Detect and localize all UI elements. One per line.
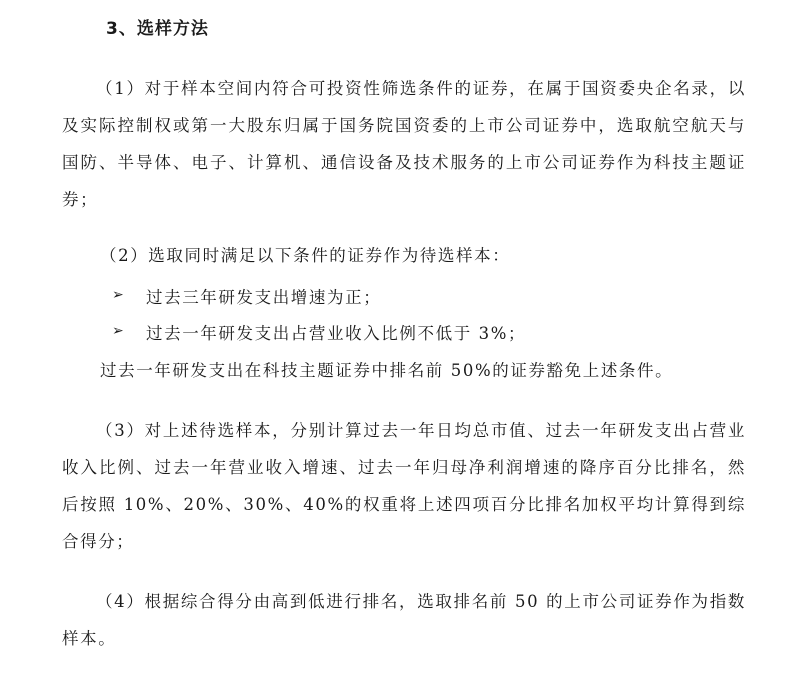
paragraph-selection-step-3: （3）对上述待选样本，分别计算过去一年日均总市值、过去一年研发支出占营业收入比例、过去一年营业收入增速、过去一年归母净利润增速的降序百分比排名，然后按照 10%、20%、30%、40%的权重将上述四项百分比排名加权平均计算得到综合得分； — [62, 421, 746, 551]
paragraph-exemption-note: 过去一年研发支出在科技主题证券中排名前 50%的证券豁免上述条件。 — [100, 361, 674, 380]
paragraph-selection-step-4: （4）根据综合得分由高到低进行排名，选取排名前 50 的上市公司证券作为指数样本。 — [62, 592, 746, 648]
arrow-bullet-icon: ➢ — [112, 287, 124, 303]
paragraph-selection-step-2: （2）选取同时满足以下条件的证券作为待选样本： — [100, 246, 511, 265]
bullet-item-rd-growth: 过去三年研发支出增速为正； — [146, 288, 382, 307]
arrow-bullet-icon: ➢ — [112, 323, 124, 339]
bullet-item-rd-ratio: 过去一年研发支出占营业收入比例不低于 3%； — [146, 324, 527, 343]
section-heading: 3、选样方法 — [106, 19, 209, 39]
paragraph-selection-step-1: （1）对于样本空间内符合可投资性筛选条件的证券，在属于国资委央企名录，以及实际控制权或第一大股东归属于国务院国资委的上市公司证券中，选取航空航天与国防、半导体、电子、计算机、通信设备及技术服务的上市公司证券作为科技主题证券； — [62, 79, 746, 209]
